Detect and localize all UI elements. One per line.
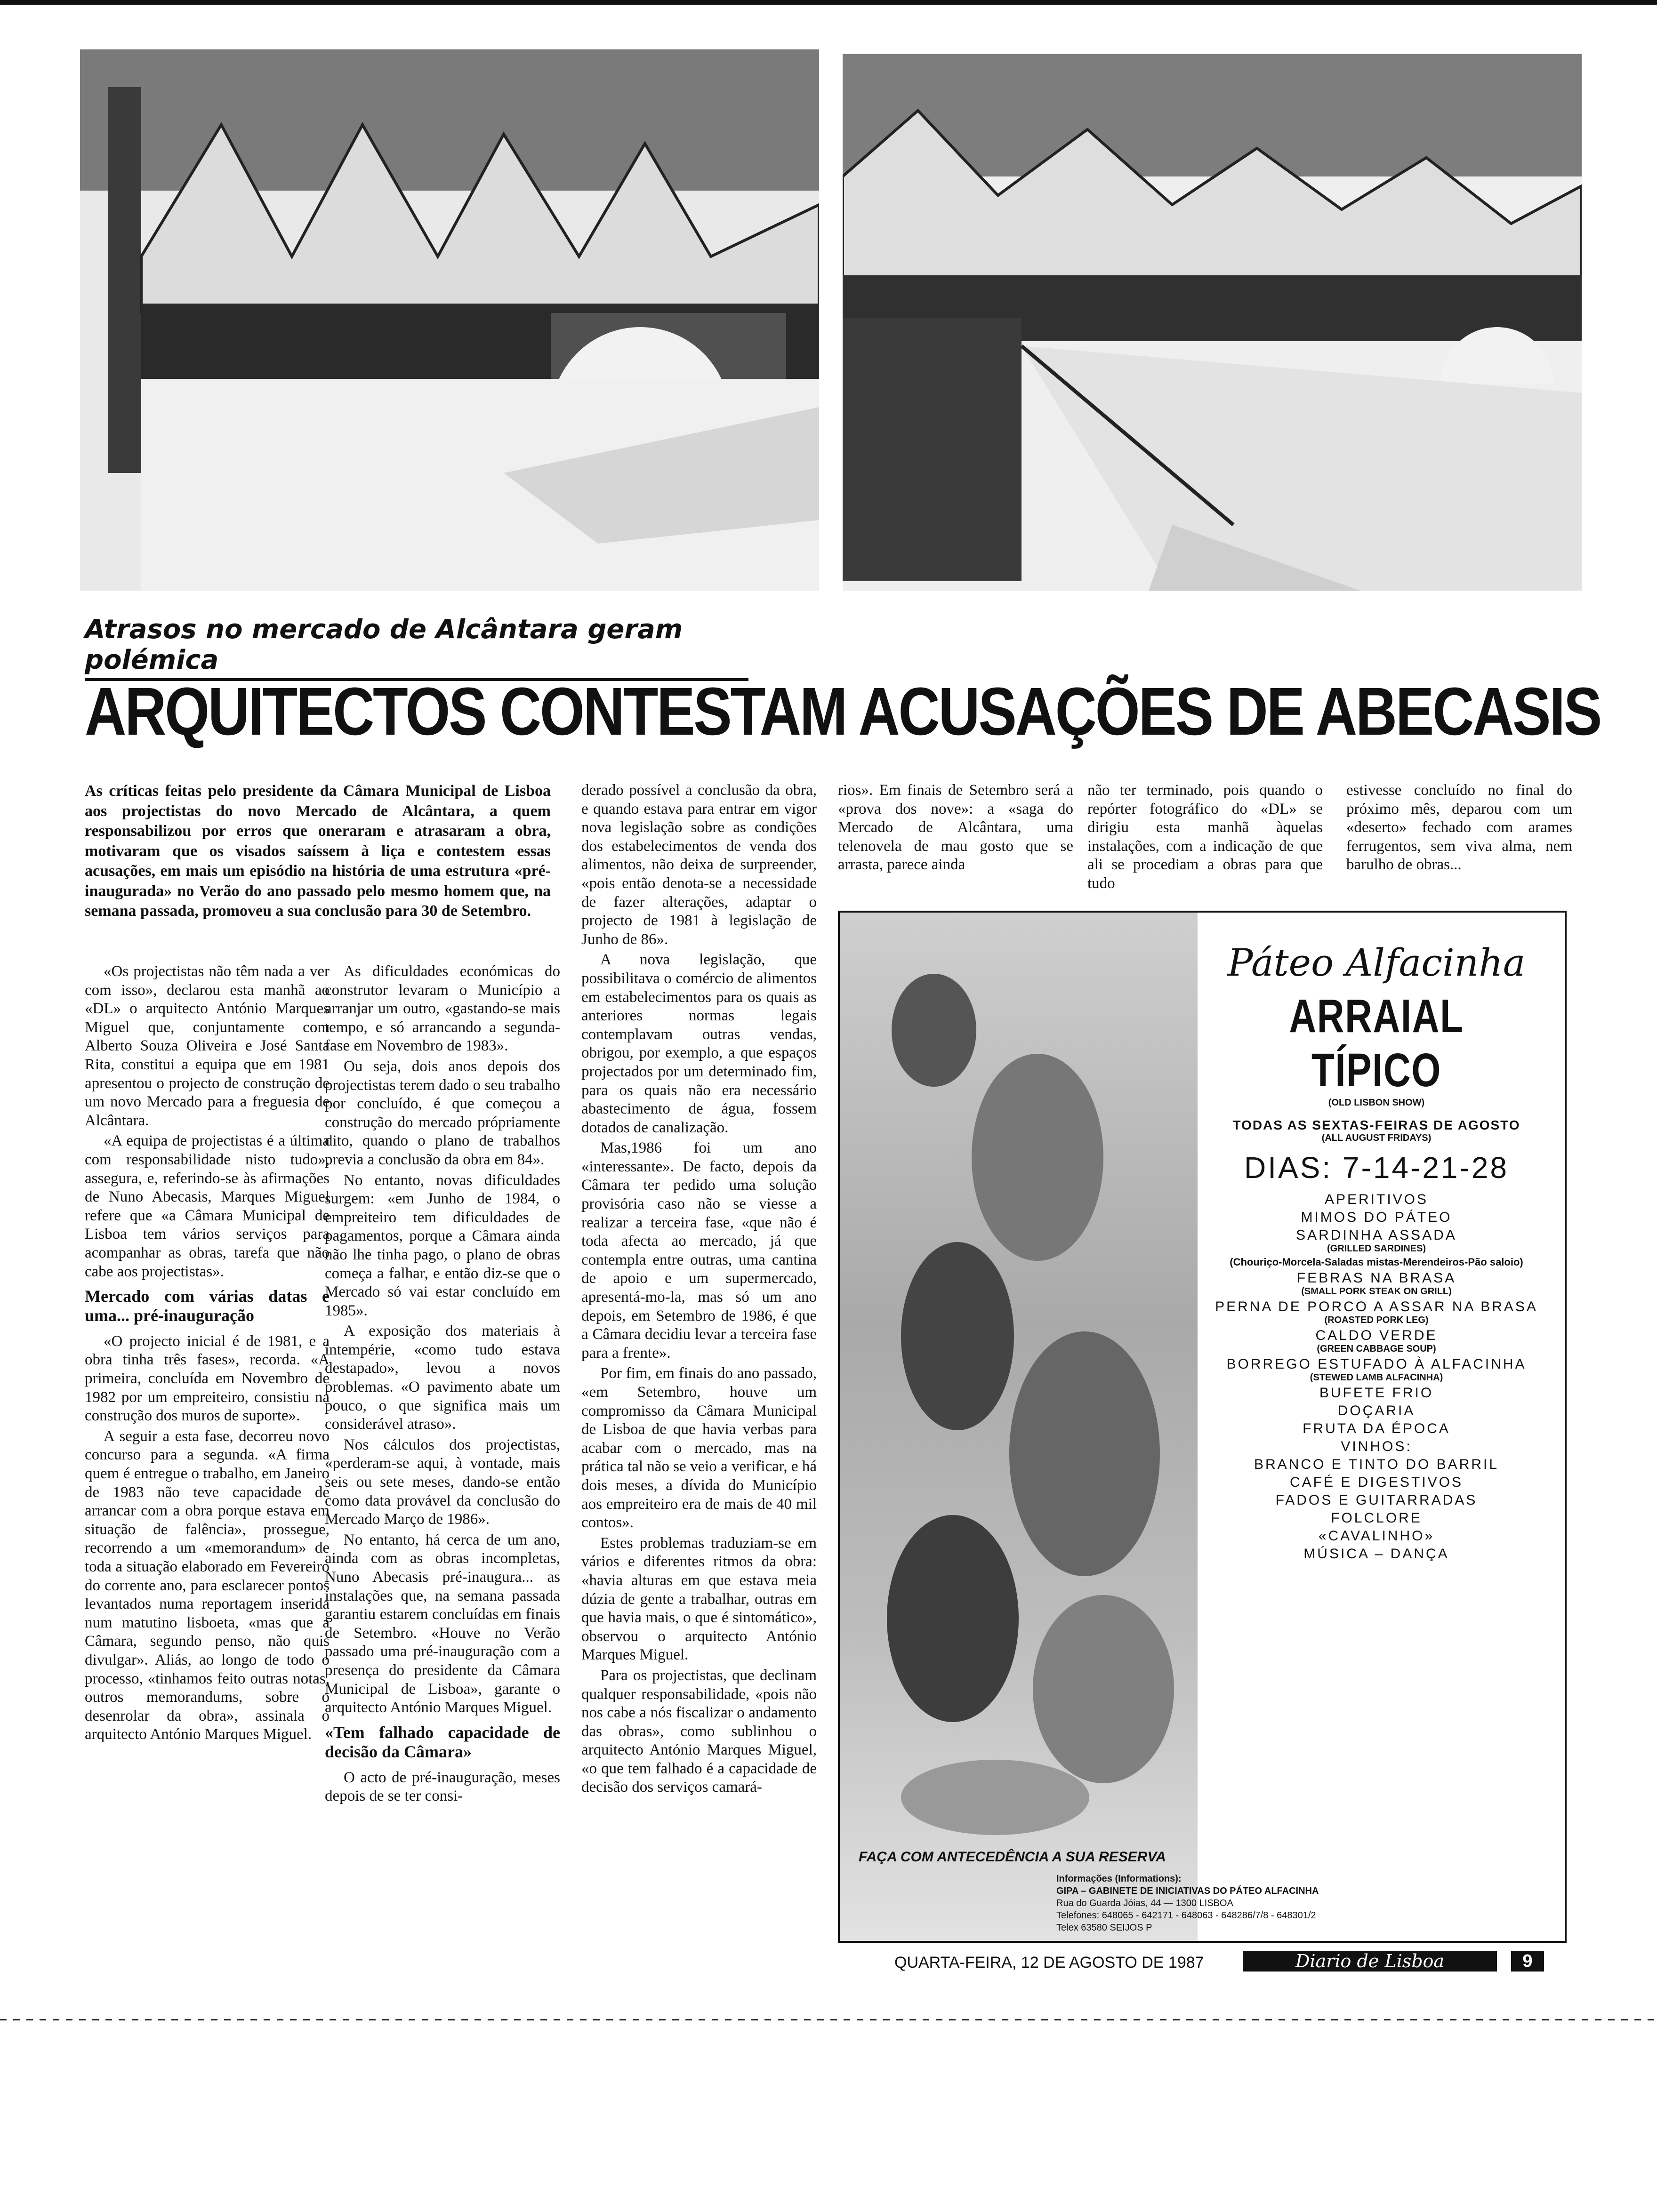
ad-menu-item: BUFETE FRIO bbox=[1319, 1385, 1434, 1401]
venue-name: Páteo Alfacinha bbox=[1227, 941, 1526, 985]
ad-menu-item: «CAVALINHO» bbox=[1318, 1528, 1435, 1544]
ad-menu-items bbox=[1198, 1192, 1555, 1562]
ad-menu-item: PERNA DE PORCO A ASSAR NA BRASA bbox=[1215, 1299, 1538, 1314]
paragraph: No entanto, há cerca de um ano, ainda com as obras incompletas, Nuno Abecasis pré-inaugura... as instalações que, na semana passada garantiu estarem concluídas em finais de Setembro. «Houve no Verão passado uma pré-inauguração com a presença do presidente da Câmara Municipal de Lisboa», garante o arquitecto António Marques Miguel. bbox=[325, 1531, 560, 1716]
kicker: Atrasos no mercado de Alcântara geram polémica bbox=[85, 614, 748, 681]
bottom-rule bbox=[0, 2019, 1657, 2020]
paragraph: No entanto, novas dificuldades surgem: «em Junho de 1984, o empreiteiro tem dificuldades de pagamentos, porque a Câmara ainda não lhe tinha pago, o plano de obras começa a falhar, e então diz-se que o Mercado só vai estar concluído em 1985». bbox=[325, 1171, 560, 1319]
article-column-1 bbox=[85, 962, 330, 1746]
headline: ARQUITECTOS CONTESTAM ACUSAÇÕES DE ABECASIS bbox=[85, 673, 1601, 749]
newspaper-name: Diario de Lisboa bbox=[1243, 1951, 1497, 1972]
ad-menu-item-en: (SMALL PORK STEAK ON GRILL) bbox=[1301, 1286, 1452, 1297]
subheading: Mercado com várias datas e uma... pré-inauguração bbox=[85, 1287, 330, 1325]
subheading: «Tem falhado capacidade de decisão da Câmara» bbox=[325, 1723, 560, 1762]
paragraph: A nova legislação, que possibilitava o comércio de alimentos em estabelecimentos para os quais as anteriores normas legais contemplavam outras vendas, obrigou, por exemplo, a que espaços projectados por um determinado fim, para os quais não era necessário abastecimento de água, fossem dotados de canalização. bbox=[581, 951, 817, 1136]
market-photo-left bbox=[80, 49, 819, 591]
advertisement-pateo-alfacinha bbox=[838, 911, 1567, 1943]
paragraph: Nos cálculos dos projectistas, «perderam-se aqui, à vontade, mais seis ou sete meses, dando-se então como data provável da conclusão do Mercado Março de 1986». bbox=[325, 1436, 560, 1528]
paragraph: O acto de pré-inauguração, meses depois de se ter consi- bbox=[325, 1769, 560, 1805]
ad-info-line: Rua do Guarda Jóias, 44 — 1300 LISBOA bbox=[1056, 1898, 1233, 1908]
page-footer bbox=[894, 1951, 1572, 1974]
paragraph: derado possível a conclusão da obra, e quando estava para entrar em vigor nova legislação sobre as condições dos estabelecimentos de venda dos alimentos, não deixa de surpreender, «pois então denota-se a necessidade de fazer alterações, adaptar o projecto de 1981 à legislação de Junho de 86». bbox=[581, 782, 817, 948]
article-column-3 bbox=[581, 781, 817, 1799]
ad-menu-item: APERITIVOS bbox=[1324, 1192, 1429, 1207]
paragraph: Para os projectistas, que declinam qualquer responsabilidade, «pois não nos cabe a nós fiscalizar o andamento das obras», como sublinhou o arquitecto António Marques Miguel, «o que tem falhado é a capacidade de decisão dos serviços camará- bbox=[581, 1667, 817, 1796]
ad-info-line: Telefones: 648065 - 642171 - 648063 - 648286/7/8 - 648301/2 bbox=[1056, 1910, 1316, 1921]
paragraph: Ou seja, dois anos depois dos projectistas terem dado o seu trabalho por concluído, é que começou a construção do mercado própriamente dito, quando o plano de trabalhos previa a conclusão da obra em 84». bbox=[325, 1058, 560, 1168]
ad-dates: DIAS: 7-14-21-28 bbox=[1244, 1151, 1509, 1185]
ad-info-line: GIPA – GABINETE DE INICIATIVAS DO PÁTEO ALFACINHA bbox=[1056, 1886, 1319, 1896]
ad-menu-item: MIMOS DO PÁTEO bbox=[1301, 1210, 1452, 1225]
page-number: 9 bbox=[1511, 1951, 1544, 1972]
lede: As críticas feitas pelo presidente da Câmara Municipal de Lisboa aos projectistas do novo Mercado de Alcântara, a quem responsabilizou por erros que oneraram e atrasaram a obra, motivaram que os visados saíssem à liça e contestem essas acusações, em mais um episódio na história de uma estrutura «pré-inaugurada» no Verão do ano passado pelo mesmo homem que, na semana passada, promoveu a sua conclusão para 30 de Setembro. bbox=[85, 782, 551, 920]
ad-info-line: Informações (Informations): bbox=[1056, 1874, 1182, 1884]
ad-menu-item: FEBRAS NA BRASA bbox=[1296, 1270, 1456, 1286]
folk-dancers-illustration bbox=[840, 913, 1198, 1941]
ad-menu-item: FRUTA DA ÉPOCA bbox=[1303, 1421, 1450, 1436]
ad-menu-item: CAFÉ E DIGESTIVOS bbox=[1289, 1475, 1464, 1490]
ad-title: ARRAIAL TÍPICO bbox=[1289, 990, 1464, 1097]
paragraph: A exposição dos materiais à intempérie, «como tudo estava destapado», levou a novos problemas. «O pavimento abate um pouco, o que significa mais um considerável atraso». bbox=[325, 1322, 560, 1433]
ad-menu-item-en: (GREEN CABBAGE SOUP) bbox=[1317, 1344, 1436, 1354]
ad-menu-item: BRANCO E TINTO DO BARRIL bbox=[1254, 1457, 1499, 1472]
ad-menu-item-en: (ROASTED PORK LEG) bbox=[1324, 1315, 1429, 1325]
ad-reserve: FAÇA COM ANTECEDÊNCIA A SUA RESERVA bbox=[859, 1849, 1166, 1865]
article-column-2 bbox=[325, 962, 560, 1808]
article-column-5: não ter terminado, pois quando o repórter fotográfico do «DL» se dirigiu esta manhã àquelas instalações, com a indicação de que ali se procediam a obras para que tudo bbox=[1087, 782, 1323, 892]
ad-menu-item: FADOS E GUITARRADAS bbox=[1275, 1492, 1478, 1508]
ad-menu-item: CALDO VERDE bbox=[1315, 1328, 1438, 1343]
ad-title-en: (OLD LISBON SHOW) bbox=[1328, 1098, 1425, 1108]
paragraph: Estes problemas traduziam-se em vários e diferentes ritmos da obra: «havia alturas em que estava meia dúzia de gente a trabalhar, outras em que havia mais, o que é sintomático», observou o arquitecto António Marques Miguel. bbox=[581, 1534, 817, 1664]
market-photo-right bbox=[843, 54, 1582, 591]
article-column-6: estivesse concluído no final do próximo mês, deparou com um «deserto» fechado com arames ferrugentos, sem viva alma, nem barulho de obras... bbox=[1346, 782, 1572, 874]
ad-menu-item: DOÇARIA bbox=[1337, 1403, 1416, 1419]
ad-menu-item: SARDINHA ASSADA bbox=[1296, 1227, 1457, 1243]
paragraph: As dificuldades económicas do construtor levaram o Município a arranjar um outro, «gastando-se mais tempo, e só arrancando a segunda-fase em Novembro de 1983». bbox=[325, 963, 560, 1055]
paragraph: Por fim, em finais do ano passado, «em Setembro, houve um compromisso da Câmara Municipal de Lisboa de que havia verbas para acabar com o mercado, mas na prática tal não se veio a verificar, e há dois meses, a dívida do Município aos empreiteiro era de mais de 40 mil contos». bbox=[581, 1365, 817, 1531]
ad-menu bbox=[1198, 941, 1555, 1562]
paragraph: «A equipa de projectistas é a última com responsabilidade nisto tudo», assegura, e, referindo-se às afirmações de Nuno Abecasis, Marques Miguel refere que «a Câmara Municipal de Lisboa tem vários serviços para acompanhar as obras, tarefa que não cabe aos projectistas». bbox=[85, 1132, 330, 1280]
footer-date: QUARTA-FEIRA, 12 DE AGOSTO DE 1987 bbox=[894, 1954, 1204, 1972]
top-rule bbox=[0, 0, 1657, 5]
ad-menu-item: BORREGO ESTUFADO À ALFACINHA bbox=[1226, 1356, 1527, 1372]
ad-menu-item: FOLCLORE bbox=[1331, 1510, 1422, 1526]
ad-menu-item-en: (STEWED LAMB ALFACINHA) bbox=[1310, 1372, 1443, 1383]
paragraph: «Os projectistas não têm nada a ver com isso», declarou esta manhã ao «DL» o arquitecto António Marques Miguel que, conjuntamente com Alberto Souza Oliveira e José Santa Rita, constitui a equipa que em 1981 apresentou o projecto de construção de um novo Mercado para a freguesia de Alcântara. bbox=[85, 963, 330, 1129]
paragraph: «O projecto inicial é de 1981, e a obra tinha três fases», recorda. «A primeira, concluída em Novembro de 1982 por um empreiteiro, consistiu na construção dos muros de suporte». bbox=[85, 1332, 330, 1425]
paragraph: Mas,1986 foi um ano «interessante». De facto, depois da Câmara ter pedido uma solução provisória caso não se viesse a realizar a terceira fase, «que não é toda afecta ao mercado, já que contempla entre outras, uma cantina de apoio e um supermercado, apresentá-mo-la, mas só um ano depois, em Setembro de 1986, é que a Câmara decidiu levar a terceira fase para a frente». bbox=[581, 1139, 817, 1362]
ad-info-line: Telex 63580 SEIJOS P bbox=[1056, 1923, 1152, 1933]
ad-menu-item: (Chouriço-Morcela-Saladas mistas-Merendeiros-Pão saloio) bbox=[1230, 1256, 1523, 1268]
ad-contact bbox=[1056, 1873, 1319, 1934]
ad-fridays-en: (ALL AUGUST FRIDAYS) bbox=[1321, 1133, 1432, 1143]
paragraph: A seguir a esta fase, decorreu novo concurso para a segunda. «A firma quem é entregue o trabalho, em Janeiro de 1983 não teve capacidade de arrancar com a obra porque estava em situação de falência», prossegue, recorrendo a um «memorandum» de toda a situação elaborado em Fevereiro do corrente ano, para esclarecer pontos levantados numa reportagem inserida num matutino lisboeta, «mas que a Câmara, segundo penso, não quis divulgar». Aliás, ao longo de todo o processo, «tinhamos feito outras notas, outros memorandums, sobre o desenrolar da obra», assinala o arquitecto António Marques Miguel. bbox=[85, 1427, 330, 1743]
ad-menu-item: MÚSICA – DANÇA bbox=[1303, 1546, 1449, 1562]
ad-menu-item: VINHOS: bbox=[1341, 1439, 1412, 1454]
article-column-4: rios». Em finais de Setembro será a «prova dos nove»: a «saga do Mercado de Alcântara, uma telenovela de mau gosto que se arrasta, parece ainda bbox=[838, 782, 1073, 874]
ad-menu-item-en: (GRILLED SARDINES) bbox=[1327, 1243, 1426, 1254]
ad-fridays: TODAS AS SEXTAS-FEIRAS DE AGOSTO bbox=[1232, 1118, 1520, 1132]
